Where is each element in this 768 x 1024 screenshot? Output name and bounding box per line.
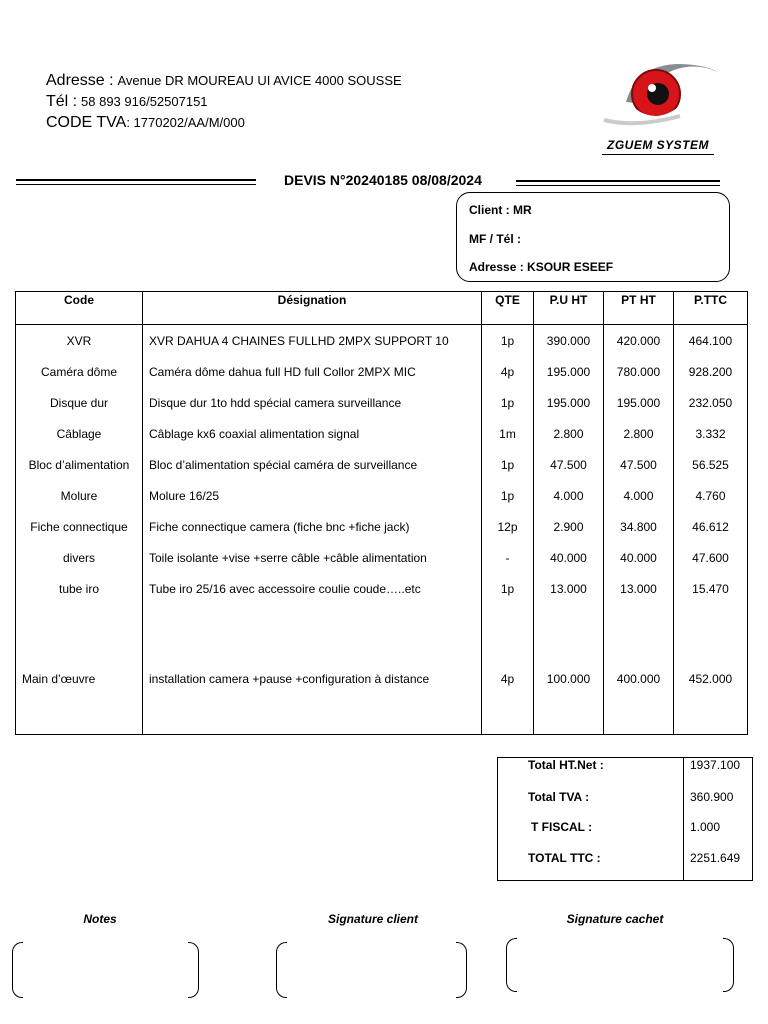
cell-qte: 1p [482, 387, 534, 418]
cell-pu-ht: 2.900 [534, 511, 604, 542]
cell-pt-ht: 40.000 [604, 542, 674, 573]
eye-icon [596, 58, 720, 138]
cell-designation: Molure 16/25 [143, 480, 482, 511]
cell-pttc: 232.050 [674, 387, 748, 418]
cell-code: Caméra dôme [16, 356, 143, 387]
totals-separator [683, 758, 684, 880]
cell-pt-ht: 2.800 [604, 418, 674, 449]
cell-pu-ht: 390.000 [534, 325, 604, 357]
table-row [16, 573, 748, 604]
notes-box-right [188, 942, 199, 998]
title-divider-right [516, 180, 720, 182]
cell-designation: Toile isolante +vise +serre câble +câble alimentation [143, 542, 482, 573]
cell-qte: - [482, 542, 534, 573]
cell-pu-ht: 195.000 [534, 356, 604, 387]
cell-code: Main d’œuvre [16, 666, 143, 735]
address-line [46, 72, 402, 90]
signature-cachet-box-right [723, 938, 734, 992]
cell-pu-ht: 2.800 [534, 418, 604, 449]
cell-pttc: 452.000 [674, 666, 748, 735]
cell-pttc: 464.100 [674, 325, 748, 357]
cell-code: tube iro [16, 573, 143, 604]
tel-label: Tél : [46, 93, 78, 110]
table-row [16, 387, 748, 418]
quote-title: DEVIS N°20240185 08/08/2024 [284, 172, 482, 188]
cell-pt-ht: 420.000 [604, 325, 674, 357]
title-divider-left [16, 179, 256, 181]
signature-client-box-right [456, 942, 467, 998]
t-fiscal-label: T FISCAL : [531, 820, 593, 834]
address-value: Avenue DR MOUREAU UI AVICE 4000 SOUSSE [117, 73, 402, 88]
client-address: Adresse : KSOUR ESEEF [469, 260, 614, 274]
cell-designation: Tube iro 25/16 avec accessoire coulie coude…..etc [143, 573, 482, 604]
cell-designation: Câblage kx6 coaxial alimentation signal [143, 418, 482, 449]
company-logo [596, 58, 720, 158]
cell-designation: installation camera +pause +configuration à distance [143, 666, 482, 735]
cell-pttc: 15.470 [674, 573, 748, 604]
cell-code: Fiche connectique [16, 511, 143, 542]
cell-qte: 4p [482, 666, 534, 735]
cell-qte: 1p [482, 325, 534, 357]
cell-qte: 1p [482, 573, 534, 604]
table-row [16, 480, 748, 511]
table-row-empty [16, 604, 748, 666]
items-table [15, 291, 748, 735]
cell-qte: 4p [482, 356, 534, 387]
notes-box-left [12, 942, 23, 998]
cell-pt-ht: 13.000 [604, 573, 674, 604]
table-row [16, 449, 748, 480]
cell-pt-ht: 4.000 [604, 480, 674, 511]
logo-text: ZGUEM SYSTEM [606, 138, 709, 152]
signature-client-box-left [276, 942, 287, 998]
col-header-pu-ht: P.U HT [534, 292, 604, 325]
col-header-pt-ht: PT HT [604, 292, 674, 325]
table-row [16, 356, 748, 387]
cell-pt-ht: 47.500 [604, 449, 674, 480]
table-row-labor [16, 666, 748, 735]
client-box [456, 192, 730, 282]
cell-pttc: 4.760 [674, 480, 748, 511]
cell-pttc: 56.525 [674, 449, 748, 480]
cell-pu-ht: 47.500 [534, 449, 604, 480]
cell-pt-ht: 780.000 [604, 356, 674, 387]
cell-pu-ht: 40.000 [534, 542, 604, 573]
cell-qte: 1p [482, 449, 534, 480]
table-row [16, 542, 748, 573]
cell-code: Bloc d’alimentation [16, 449, 143, 480]
cell-code: Câblage [16, 418, 143, 449]
cell-pu-ht: 13.000 [534, 573, 604, 604]
title-divider-left-thin [16, 184, 256, 185]
cell-designation: XVR DAHUA 4 CHAINES FULLHD 2MPX SUPPORT 10 [143, 325, 482, 357]
cell-pttc: 3.332 [674, 418, 748, 449]
cell-designation: Disque dur 1to hdd spécial camera surveillance [143, 387, 482, 418]
total-ttc-label: TOTAL TTC : [528, 851, 601, 865]
total-tva-value: 360.900 [690, 790, 734, 804]
cell-qte: 1m [482, 418, 534, 449]
cell-qte: 12p [482, 511, 534, 542]
tel-value: 58 893 916/52507151 [81, 94, 208, 109]
col-header-pttc: P.TTC [674, 292, 748, 325]
signature-cachet-box-left [506, 938, 517, 992]
total-ht-value: 1937.100 [690, 758, 741, 772]
cell-pt-ht: 195.000 [604, 387, 674, 418]
totals-box [497, 757, 753, 881]
col-header-designation: Désignation [143, 292, 482, 325]
cell-designation: Bloc d’alimentation spécial caméra de surveillance [143, 449, 482, 480]
tva-line [46, 114, 245, 132]
signature-cachet-label: Signature cachet [566, 912, 664, 926]
cell-qte: 1p [482, 480, 534, 511]
notes-label: Notes [83, 912, 117, 926]
client-name: Client : MR [469, 203, 532, 217]
cell-pu-ht: 4.000 [534, 480, 604, 511]
logo-underline [602, 154, 714, 155]
cell-code: Molure [16, 480, 143, 511]
cell-pttc: 47.600 [674, 542, 748, 573]
cell-designation: Fiche connectique camera (fiche bnc +fiche jack) [143, 511, 482, 542]
address-label: Adresse : [46, 72, 114, 89]
table-header-row [16, 292, 748, 325]
cell-pt-ht: 400.000 [604, 666, 674, 735]
cell-pttc: 46.612 [674, 511, 748, 542]
total-tva-label: Total TVA : [528, 790, 590, 804]
tel-line [46, 93, 208, 111]
cell-code: Disque dur [16, 387, 143, 418]
cell-pttc: 928.200 [674, 356, 748, 387]
cell-pt-ht: 34.800 [604, 511, 674, 542]
cell-pu-ht: 195.000 [534, 387, 604, 418]
total-ttc-value: 2251.649 [690, 851, 741, 865]
title-row [16, 172, 720, 192]
cell-designation: Caméra dôme dahua full HD full Collor 2MPX MIC [143, 356, 482, 387]
title-divider-right-thin [516, 185, 720, 186]
tva-label: CODE TVA [46, 114, 127, 131]
col-header-code: Code [16, 292, 143, 325]
tva-value: : 1770202/AA/M/000 [126, 115, 245, 130]
signature-client-label: Signature client [327, 912, 419, 926]
client-mf-tel: MF / Tél : [469, 232, 521, 246]
col-header-qte: QTE [482, 292, 534, 325]
t-fiscal-value: 1.000 [690, 820, 721, 834]
cell-code: XVR [16, 325, 143, 357]
table-row [16, 418, 748, 449]
cell-pu-ht: 100.000 [534, 666, 604, 735]
cell-code: divers [16, 542, 143, 573]
table-row [16, 511, 748, 542]
total-ht-label: Total HT.Net : [528, 758, 604, 772]
table-row [16, 325, 748, 357]
